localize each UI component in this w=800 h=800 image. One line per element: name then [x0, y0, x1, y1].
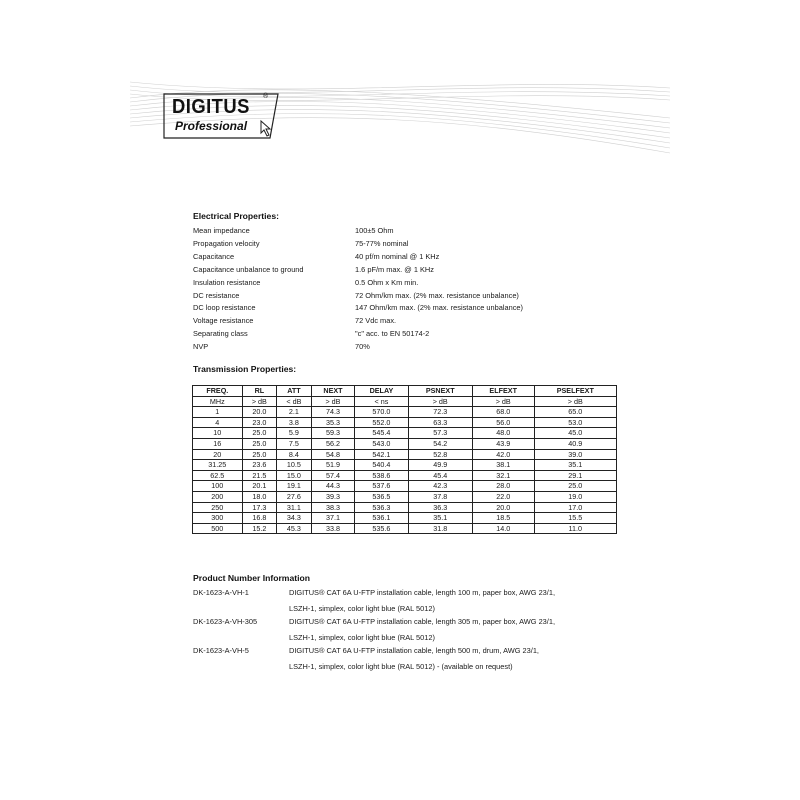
- unit-cell: > dB: [534, 396, 616, 407]
- table-cell: 25.0: [242, 449, 277, 460]
- table-cell: 537.6: [355, 481, 408, 492]
- table-cell: 27.6: [277, 491, 312, 502]
- table-cell: 16.8: [242, 513, 277, 524]
- table-cell: 2.1: [277, 407, 312, 418]
- table-cell: 250: [193, 502, 243, 513]
- column-header: PSELFEXT: [534, 386, 616, 397]
- table-cell: 15.2: [242, 523, 277, 534]
- unit-cell: MHz: [193, 396, 243, 407]
- property-row: [193, 239, 613, 252]
- table-cell: 542.1: [355, 449, 408, 460]
- property-row: [193, 278, 613, 291]
- table-cell: 20.0: [472, 502, 534, 513]
- table-cell: 39.0: [534, 449, 616, 460]
- table-cell: 23.6: [242, 460, 277, 471]
- table-cell: 200: [193, 491, 243, 502]
- table-cell: 25.0: [242, 428, 277, 439]
- table-cell: 40.9: [534, 438, 616, 449]
- column-header: PSNEXT: [408, 386, 472, 397]
- table-cell: 15.5: [534, 513, 616, 524]
- property-label: Voltage resistance: [193, 316, 254, 326]
- property-value: 72 Ohm/km max. (2% max. resistance unbalance): [355, 290, 519, 300]
- digitus-logo: [162, 92, 280, 140]
- table-cell: 54.2: [408, 438, 472, 449]
- table-cell: 38.1: [472, 460, 534, 471]
- property-label: Capacitance unbalance to ground: [193, 264, 304, 274]
- table-units-row: [193, 396, 617, 407]
- product-description-line: DIGITUS® CAT 6A U-FTP installation cable, length 305 m, paper box, AWG 23/1,: [289, 617, 556, 626]
- logo-brand: DIGITUS: [172, 96, 250, 118]
- property-label: Insulation resistance: [193, 277, 261, 287]
- table-cell: 37.8: [408, 491, 472, 502]
- table-cell: 536.1: [355, 513, 408, 524]
- table-row: [193, 513, 617, 524]
- table-cell: 25.0: [242, 438, 277, 449]
- table-cell: 536.5: [355, 491, 408, 502]
- property-value: "c" acc. to EN 50174-2: [355, 329, 430, 339]
- table-cell: 53.0: [534, 417, 616, 428]
- table-cell: 1: [193, 407, 243, 418]
- table-cell: 68.0: [472, 407, 534, 418]
- table-cell: 23.0: [242, 417, 277, 428]
- table-cell: 18.5: [472, 513, 534, 524]
- product-code: DK-1623-A-VH-5: [193, 646, 249, 655]
- transmission-table: [192, 385, 617, 534]
- property-label: Separating class: [193, 329, 248, 339]
- table-row: [193, 460, 617, 471]
- table-cell: 5.9: [277, 428, 312, 439]
- property-value: 72 Vdc max.: [355, 316, 397, 326]
- property-value: 0.5 Ohm x Km min.: [355, 277, 419, 287]
- table-cell: 44.3: [311, 481, 355, 492]
- property-label: Mean impedance: [193, 226, 250, 235]
- column-header: RL: [242, 386, 277, 397]
- table-cell: 11.0: [534, 523, 616, 534]
- table-cell: 45.0: [534, 428, 616, 439]
- table-cell: 31.25: [193, 460, 243, 471]
- unit-cell: > dB: [472, 396, 534, 407]
- table-cell: 49.9: [408, 460, 472, 471]
- table-row: [193, 470, 617, 481]
- product-description-line: LSZH-1, simplex, color light blue (RAL 5012): [289, 633, 435, 642]
- table-cell: 38.3: [311, 502, 355, 513]
- unit-cell: > dB: [408, 396, 472, 407]
- table-cell: 48.0: [472, 428, 534, 439]
- property-label: NVP: [193, 342, 209, 352]
- table-cell: 56.2: [311, 438, 355, 449]
- table-cell: 19.1: [277, 481, 312, 492]
- property-row: [193, 303, 613, 316]
- property-row: [193, 265, 613, 278]
- table-cell: 500: [193, 523, 243, 534]
- table-cell: 28.0: [472, 481, 534, 492]
- property-row: [193, 342, 613, 355]
- table-cell: 33.8: [311, 523, 355, 534]
- table-cell: 52.8: [408, 449, 472, 460]
- cursor-arrow-icon: [259, 119, 277, 137]
- table-cell: 31.8: [408, 523, 472, 534]
- table-cell: 19.0: [534, 491, 616, 502]
- table-cell: 59.3: [311, 428, 355, 439]
- table-cell: 63.3: [408, 417, 472, 428]
- unit-cell: < ns: [355, 396, 408, 407]
- product-description: [289, 585, 609, 617]
- logo-registered-mark: ®: [263, 93, 269, 100]
- table-cell: 56.0: [472, 417, 534, 428]
- table-cell: 62.5: [193, 470, 243, 481]
- transmission-properties-title: Transmission Properties:: [193, 364, 297, 374]
- table-header-row: [193, 386, 617, 397]
- product-code: DK-1623-A-VH-305: [193, 617, 258, 626]
- table-cell: 10: [193, 428, 243, 439]
- product-number-title: Product Number Information: [193, 573, 310, 583]
- table-cell: 570.0: [355, 407, 408, 418]
- product-description-line: DIGITUS® CAT 6A U-FTP installation cable, length 100 m, paper box, AWG 23/1,: [289, 588, 556, 597]
- column-header: FREQ.: [193, 386, 243, 397]
- property-value: 40 pf/m nominal @ 1 KHz: [355, 251, 440, 261]
- table-cell: 300: [193, 513, 243, 524]
- property-value: 147 Ohm/km max. (2% max. resistance unbalance): [355, 303, 523, 313]
- table-cell: 65.0: [534, 407, 616, 418]
- table-row: [193, 523, 617, 534]
- table-row: [193, 491, 617, 502]
- table-cell: 35.3: [311, 417, 355, 428]
- table-cell: 100: [193, 481, 243, 492]
- table-cell: 535.6: [355, 523, 408, 534]
- table-cell: 74.3: [311, 407, 355, 418]
- table-cell: 545.4: [355, 428, 408, 439]
- logo-subtitle: Professional: [175, 119, 248, 133]
- table-cell: 35.1: [408, 513, 472, 524]
- table-cell: 54.8: [311, 449, 355, 460]
- table-cell: 25.0: [534, 481, 616, 492]
- product-description: [289, 614, 609, 646]
- table-row: [193, 481, 617, 492]
- table-cell: 32.1: [472, 470, 534, 481]
- table-cell: 3.8: [277, 417, 312, 428]
- table-row: [193, 438, 617, 449]
- property-label: DC loop resistance: [193, 303, 256, 313]
- table-cell: 552.0: [355, 417, 408, 428]
- product-description: [289, 643, 609, 675]
- column-header: ATT: [277, 386, 312, 397]
- product-description-line: LSZH-1, simplex, color light blue (RAL 5012) - (available on request): [289, 662, 513, 671]
- table-cell: 7.5: [277, 438, 312, 449]
- table-cell: 536.3: [355, 502, 408, 513]
- table-cell: 8.4: [277, 449, 312, 460]
- column-header: DELAY: [355, 386, 408, 397]
- table-cell: 51.9: [311, 460, 355, 471]
- unit-cell: > dB: [311, 396, 355, 407]
- table-body: [193, 407, 617, 534]
- property-label: Capacitance: [193, 251, 235, 261]
- table-cell: 20: [193, 449, 243, 460]
- table-cell: 45.3: [277, 523, 312, 534]
- table-cell: 20.1: [242, 481, 277, 492]
- table-row: [193, 502, 617, 513]
- property-value: 1.6 pF/m max. @ 1 KHz: [355, 264, 434, 274]
- product-description-line: LSZH-1, simplex, color light blue (RAL 5012): [289, 604, 435, 613]
- property-value: 75-77% nominal: [355, 238, 409, 248]
- property-row: [193, 252, 613, 265]
- column-header: ELFEXT: [472, 386, 534, 397]
- property-row: [193, 226, 613, 239]
- table-cell: 42.0: [472, 449, 534, 460]
- table-cell: 543.0: [355, 438, 408, 449]
- property-value: 70%: [355, 342, 370, 352]
- table-cell: 15.0: [277, 470, 312, 481]
- table-row: [193, 428, 617, 439]
- table-cell: 57.4: [311, 470, 355, 481]
- table-cell: 36.3: [408, 502, 472, 513]
- property-row: [193, 316, 613, 329]
- product-description-line: DIGITUS® CAT 6A U-FTP installation cable, length 500 m, drum, AWG 23/1,: [289, 646, 539, 655]
- property-label: DC resistance: [193, 290, 240, 300]
- unit-cell: < dB: [277, 396, 312, 407]
- table-cell: 34.3: [277, 513, 312, 524]
- table-row: [193, 449, 617, 460]
- product-code: DK-1623-A-VH-1: [193, 588, 249, 597]
- table-cell: 31.1: [277, 502, 312, 513]
- table-row: [193, 417, 617, 428]
- property-label: Propagation velocity: [193, 238, 260, 248]
- unit-cell: > dB: [242, 396, 277, 407]
- table-cell: 540.4: [355, 460, 408, 471]
- table-cell: 538.6: [355, 470, 408, 481]
- table-cell: 17.3: [242, 502, 277, 513]
- table-cell: 39.3: [311, 491, 355, 502]
- table-cell: 42.3: [408, 481, 472, 492]
- table-cell: 35.1: [534, 460, 616, 471]
- table-cell: 10.5: [277, 460, 312, 471]
- table-cell: 43.9: [472, 438, 534, 449]
- column-header: NEXT: [311, 386, 355, 397]
- table-cell: 16: [193, 438, 243, 449]
- table-cell: 21.5: [242, 470, 277, 481]
- table-cell: 17.0: [534, 502, 616, 513]
- electrical-properties-title: Electrical Properties:: [193, 211, 279, 221]
- table-cell: 20.0: [242, 407, 277, 418]
- table-cell: 37.1: [311, 513, 355, 524]
- table-cell: 29.1: [534, 470, 616, 481]
- table-cell: 4: [193, 417, 243, 428]
- table-cell: 57.3: [408, 428, 472, 439]
- table-cell: 22.0: [472, 491, 534, 502]
- property-row: [193, 329, 613, 342]
- table-cell: 72.3: [408, 407, 472, 418]
- table-cell: 45.4: [408, 470, 472, 481]
- property-value: 100±5 Ohm: [355, 226, 394, 235]
- property-row: [193, 291, 613, 304]
- table-row: [193, 407, 617, 418]
- table-cell: 18.0: [242, 491, 277, 502]
- table-cell: 14.0: [472, 523, 534, 534]
